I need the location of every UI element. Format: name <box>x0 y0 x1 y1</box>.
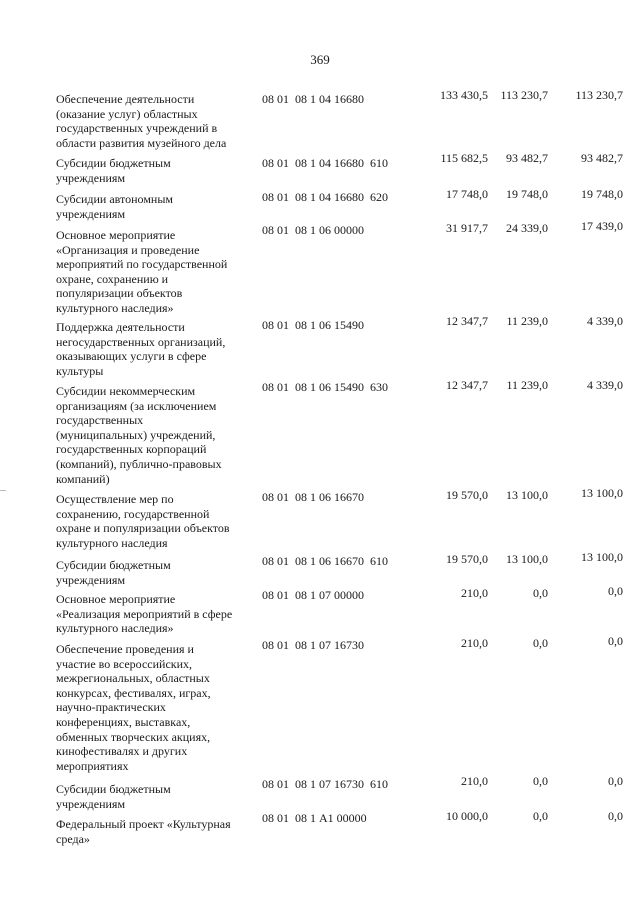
row-value-1: 115 682,5 <box>440 151 488 165</box>
row-value-3: 0,0 <box>608 584 623 598</box>
row-name: Поддержка деятельности негосударственных организаций, оказывающих услуги в сфере культуры <box>56 320 226 378</box>
row-code: 08 01 08 1 06 15490 <box>262 318 364 332</box>
row-name: Субсидии автономным учреждениям <box>56 192 173 221</box>
scan-mark <box>0 490 6 491</box>
row-code: 08 01 08 1 07 16730 <box>262 638 364 652</box>
row-name: Федеральный проект «Культурная среда» <box>56 817 231 846</box>
row-name: Основное мероприятие «Организация и проведение мероприятий по государственной охране, сохранению и популяризации объектов культурного наследия» <box>56 228 228 315</box>
row-value-2: 0,0 <box>533 636 548 650</box>
row-value-3: 0,0 <box>608 809 623 823</box>
row-value-3: 0,0 <box>608 634 623 648</box>
row-value-2: 0,0 <box>533 809 548 823</box>
row-value-2: 11 239,0 <box>506 378 548 392</box>
row-code: 08 01 08 1 06 16670 610 <box>262 554 388 568</box>
row-code: 08 01 08 1 04 16680 620 <box>262 190 388 204</box>
row-value-2: 0,0 <box>533 586 548 600</box>
row-value-3: 19 748,0 <box>581 187 623 201</box>
row-value-1: 10 000,0 <box>446 809 488 823</box>
row-value-2: 113 230,7 <box>500 88 548 102</box>
row-code: 08 01 08 1 06 16670 <box>262 490 364 504</box>
row-name: Обеспечение проведения и участие во всероссийских, межрегиональных, областных конкурсах, фестивалях, играх, научно-практических конференциях, выставках, обменных творческих акциях, кинофестивалях и других мероприятиях <box>56 642 211 773</box>
row-name: Субсидии бюджетным учреждениям <box>56 156 171 185</box>
row-value-1: 17 748,0 <box>446 187 488 201</box>
row-name: Осуществление мер по сохранению, государственной охране и популяризации объектов культурного наследия <box>56 492 230 550</box>
row-value-1: 210,0 <box>461 636 488 650</box>
row-value-1: 12 347,7 <box>446 378 488 392</box>
row-value-3: 0,0 <box>608 774 623 788</box>
row-name: Субсидии некоммерческим организациям (за исключением государственных (муниципальных) учреждений, государственных корпораций (компаний), публично-правовых компаний) <box>56 384 222 486</box>
row-value-1: 133 430,5 <box>440 88 488 102</box>
row-value-3: 13 100,0 <box>581 486 623 500</box>
row-value-1: 210,0 <box>461 586 488 600</box>
page-number: 369 <box>310 52 330 67</box>
row-value-2: 0,0 <box>533 774 548 788</box>
row-value-1: 12 347,7 <box>446 314 488 328</box>
row-value-3: 113 230,7 <box>575 88 623 102</box>
row-name: Субсидии бюджетным учреждениям <box>56 558 171 587</box>
row-value-1: 19 570,0 <box>446 488 488 502</box>
row-value-2: 24 339,0 <box>506 221 548 235</box>
row-value-2: 11 239,0 <box>506 314 548 328</box>
row-name: Обеспечение деятельности (оказание услуг) областных государственных учреждений в области развития музейного дела <box>56 92 227 150</box>
row-value-3: 17 439,0 <box>581 219 623 233</box>
row-code: 08 01 08 1 07 16730 610 <box>262 777 388 791</box>
row-value-2: 13 100,0 <box>506 552 548 566</box>
row-value-3: 4 339,0 <box>587 314 623 328</box>
row-value-3: 13 100,0 <box>581 550 623 564</box>
row-value-3: 4 339,0 <box>587 378 623 392</box>
row-value-2: 13 100,0 <box>506 488 548 502</box>
row-code: 08 01 08 1 04 16680 610 <box>262 156 388 170</box>
row-value-2: 93 482,7 <box>506 151 548 165</box>
row-name: Основное мероприятие «Реализация мероприятий в сфере культурного наследия» <box>56 592 233 636</box>
row-value-1: 19 570,0 <box>446 552 488 566</box>
row-name: Субсидии бюджетным учреждениям <box>56 782 171 811</box>
row-code: 08 01 08 1 07 00000 <box>262 588 364 602</box>
row-value-3: 93 482,7 <box>581 151 623 165</box>
row-value-1: 31 917,7 <box>446 221 488 235</box>
row-code: 08 01 08 1 06 00000 <box>262 223 364 237</box>
row-code: 08 01 08 1 04 16680 <box>262 92 364 106</box>
row-value-2: 19 748,0 <box>506 187 548 201</box>
row-value-1: 210,0 <box>461 774 488 788</box>
row-code: 08 01 08 1 06 15490 630 <box>262 380 388 394</box>
row-code: 08 01 08 1 А1 00000 <box>262 811 367 825</box>
